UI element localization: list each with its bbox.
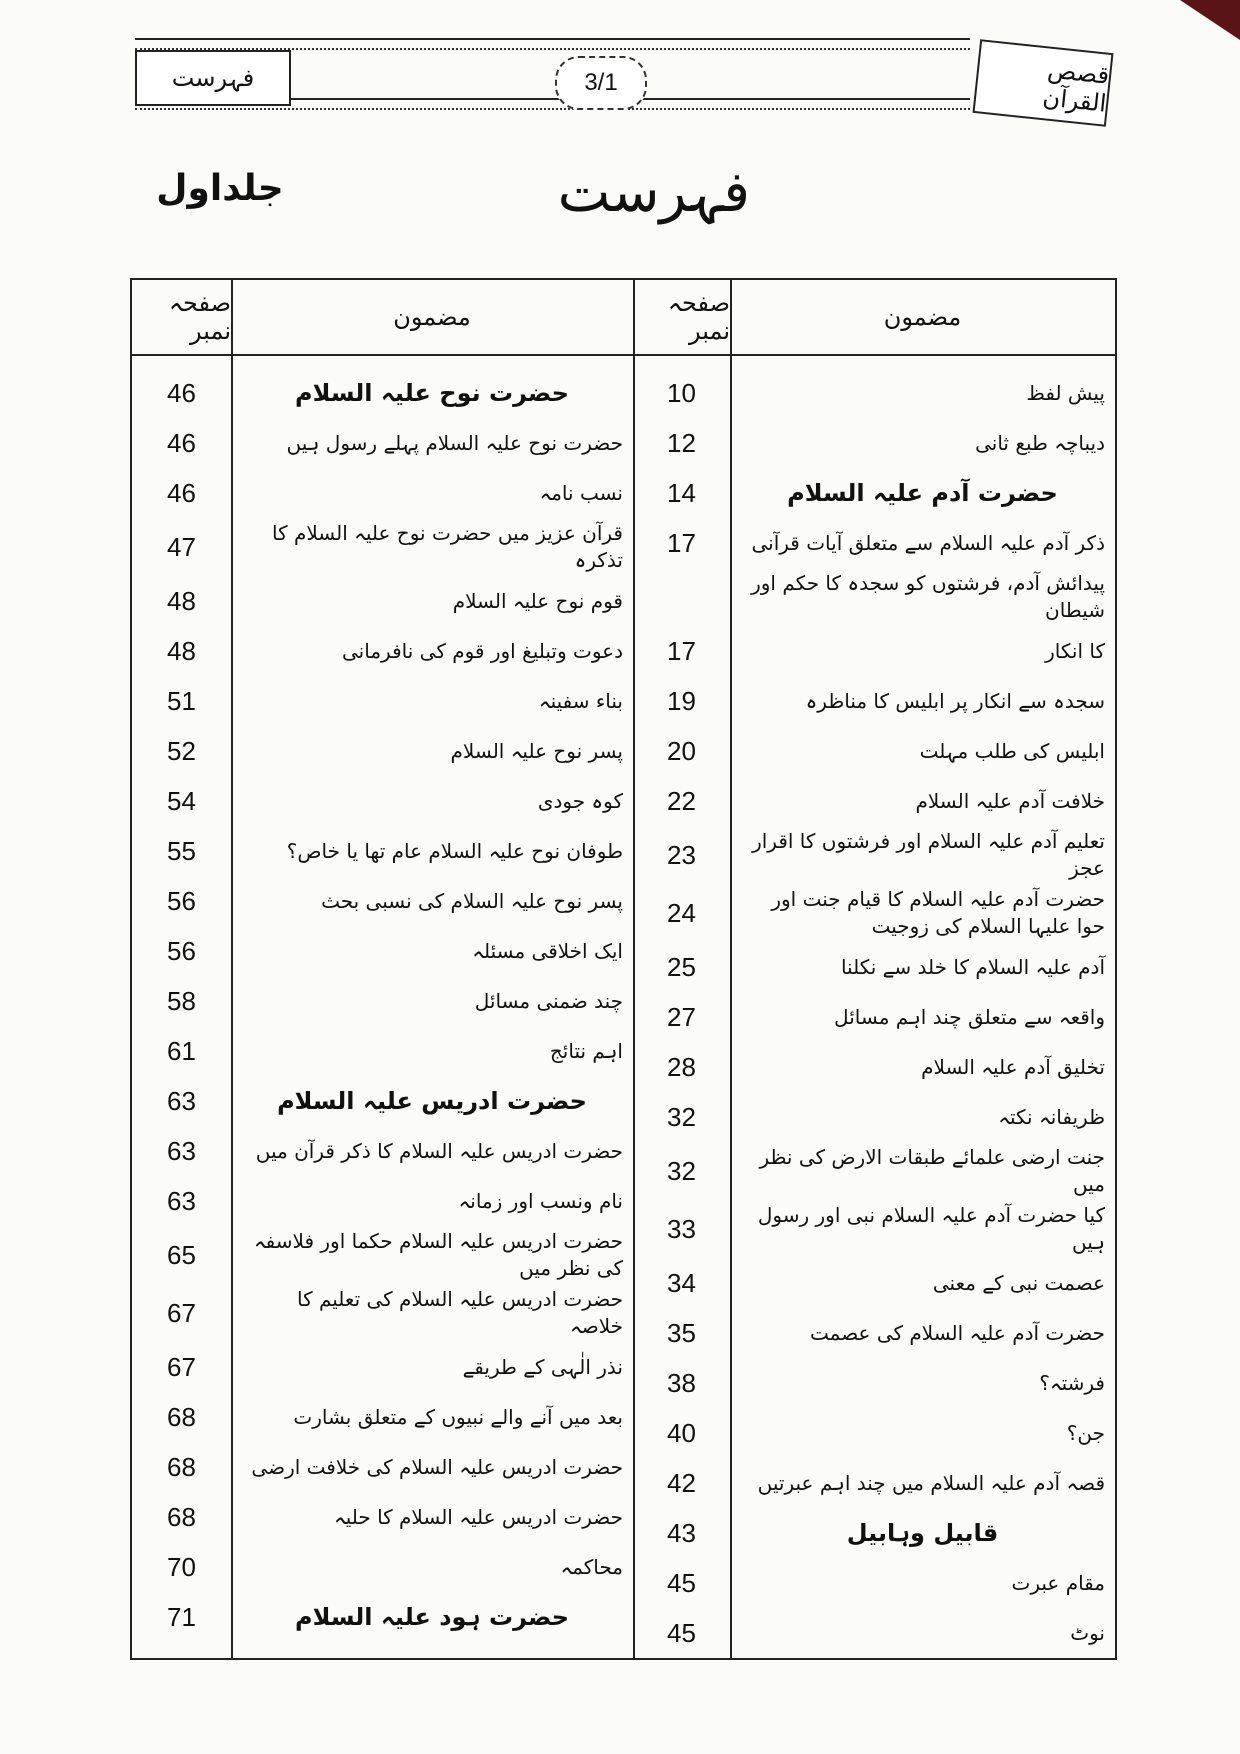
left-entry-row bbox=[132, 1176, 633, 1226]
left-entry-title: محاکمہ bbox=[560, 1554, 623, 1579]
right-entry-row bbox=[633, 1142, 1115, 1200]
left-entry-row bbox=[132, 826, 633, 876]
column-divider bbox=[231, 280, 233, 1658]
right-entry-page: 24 bbox=[667, 897, 696, 928]
left-entry-row bbox=[132, 1226, 633, 1284]
running-header bbox=[135, 38, 1110, 128]
right-entry-row bbox=[633, 726, 1115, 776]
right-entry-title: آدم علیہ السلام کا خلد سے نکلنا bbox=[840, 954, 1105, 979]
right-entry-title: ذکر آدم علیہ السلام سے متعلق آیات قرآنی bbox=[751, 530, 1105, 555]
right-entry-page: 10 bbox=[667, 377, 696, 408]
right-entry-page: 20 bbox=[667, 735, 696, 766]
right-entry-row bbox=[633, 1608, 1115, 1658]
left-entry-page: 70 bbox=[167, 1551, 196, 1582]
left-entry-row bbox=[132, 1592, 633, 1642]
header-subject-left: مضمون bbox=[393, 303, 471, 331]
left-entry-page: 51 bbox=[167, 685, 196, 716]
right-entry-title: عصمت نبی کے معنی bbox=[932, 1270, 1105, 1295]
page-title: فہرست bbox=[557, 160, 750, 225]
right-entry-row bbox=[633, 518, 1115, 568]
right-entry-page: 45 bbox=[667, 1567, 696, 1598]
right-entry-page: 38 bbox=[667, 1367, 696, 1398]
left-entry-title: اہم نتائج bbox=[549, 1038, 623, 1063]
left-entry-title: ایک اخلاقی مسئلہ bbox=[472, 938, 623, 963]
contents-table bbox=[130, 278, 1117, 1660]
right-entry-row bbox=[633, 1308, 1115, 1358]
left-entry-page: 67 bbox=[167, 1297, 196, 1328]
left-entry-row bbox=[132, 726, 633, 776]
right-entry-title: سجدہ سے انکار پر ابلیس کا مناظرہ bbox=[805, 688, 1105, 713]
right-entry-row bbox=[633, 1358, 1115, 1408]
left-entry-row bbox=[132, 418, 633, 468]
right-entry-title: واقعہ سے متعلق چند اہم مسائل bbox=[834, 1004, 1105, 1029]
right-entry-page: 23 bbox=[667, 839, 696, 870]
left-entry-title: حضرت ادریس علیہ السلام کا ذکر قرآن میں bbox=[255, 1138, 623, 1163]
right-entry-row bbox=[633, 1258, 1115, 1308]
page-corner-shadow bbox=[1180, 0, 1240, 40]
left-entry-page: 61 bbox=[167, 1035, 196, 1066]
right-entry-page: 40 bbox=[667, 1417, 696, 1448]
table-body bbox=[132, 356, 1115, 1658]
left-entry-page: 58 bbox=[167, 985, 196, 1016]
header-rule-top bbox=[135, 38, 970, 50]
right-entry-title: نوٹ bbox=[1070, 1620, 1105, 1645]
left-entry-title: حضرت ہود علیہ السلام bbox=[295, 1602, 570, 1631]
left-entry-page: 56 bbox=[167, 885, 196, 916]
left-entry-title: چند ضمنی مسائل bbox=[474, 988, 623, 1013]
header-book-title: قصص القرآن bbox=[972, 39, 1113, 127]
left-entry-title: پسر نوح علیہ السلام bbox=[450, 738, 623, 763]
right-entry-row bbox=[633, 418, 1115, 468]
left-entry-page: 67 bbox=[167, 1351, 196, 1382]
left-entry-row bbox=[132, 576, 633, 626]
left-entry-title: حضرت ادریس علیہ السلام bbox=[277, 1086, 587, 1115]
left-entry-page: 46 bbox=[167, 377, 196, 408]
left-entry-row bbox=[132, 976, 633, 1026]
right-entry-page: 17 bbox=[667, 635, 696, 666]
left-entry-title: نام ونسب اور زمانہ bbox=[458, 1188, 623, 1213]
left-entry-page: 71 bbox=[167, 1601, 196, 1632]
left-entry-page: 63 bbox=[167, 1085, 196, 1116]
right-entry-row bbox=[633, 826, 1115, 884]
right-entry-row bbox=[633, 568, 1115, 626]
left-entry-page: 46 bbox=[167, 477, 196, 508]
left-entry-title: کوہ جودی bbox=[537, 788, 623, 813]
right-entry-page: 14 bbox=[667, 477, 696, 508]
right-entry-row bbox=[633, 1558, 1115, 1608]
left-entry-page: 65 bbox=[167, 1239, 196, 1270]
left-entry-title: حضرت ادریس علیہ السلام کی تعلیم کا خلاصہ bbox=[296, 1287, 623, 1338]
right-entry-title: ابلیس کی طلب مہلت bbox=[919, 738, 1105, 763]
left-entry-row bbox=[132, 626, 633, 676]
left-entry-row bbox=[132, 776, 633, 826]
left-entry-title: بعد میں آنے والے نبیوں کے متعلق بشارت bbox=[293, 1404, 623, 1429]
left-entry-title: حضرت نوح علیہ السلام bbox=[295, 378, 569, 407]
right-entry-title: پیدائش آدم، فرشتوں کو سجدہ کا حکم اور شیطان bbox=[751, 571, 1105, 622]
left-entry-row bbox=[132, 518, 633, 576]
right-entry-page: 33 bbox=[667, 1213, 696, 1244]
right-entry-page: 19 bbox=[667, 685, 696, 716]
right-entry-page: 42 bbox=[667, 1467, 696, 1498]
left-entry-page: 68 bbox=[167, 1401, 196, 1432]
right-entry-page: 45 bbox=[667, 1617, 696, 1648]
right-entry-page: 22 bbox=[667, 785, 696, 816]
right-entry-title: جنت ارضی علمائے طبقات الارض کی نظر میں bbox=[759, 1145, 1105, 1196]
right-entry-row bbox=[633, 1042, 1115, 1092]
header-page-number: 3/1 bbox=[555, 56, 647, 110]
right-entry-page: 32 bbox=[667, 1155, 696, 1186]
right-entry-title: کیا حضرت آدم علیہ السلام نبی اور رسول ہیں bbox=[757, 1203, 1105, 1254]
left-entry-row bbox=[132, 1284, 633, 1342]
header-page-right: صفحہ نمبر bbox=[667, 289, 730, 345]
left-entry-page: 47 bbox=[167, 531, 196, 562]
left-entry-page: 54 bbox=[167, 785, 196, 816]
right-entry-title: قابیل وہابیل bbox=[846, 1518, 999, 1547]
left-entry-row bbox=[132, 1076, 633, 1126]
right-entry-page: 34 bbox=[667, 1267, 696, 1298]
left-entry-row bbox=[132, 676, 633, 726]
right-entry-row bbox=[633, 1092, 1115, 1142]
left-entry-title: بناء سفینہ bbox=[538, 688, 623, 713]
right-entry-title: حضرت آدم علیہ السلام کی عصمت bbox=[810, 1320, 1105, 1345]
left-entry-page: 56 bbox=[167, 935, 196, 966]
right-half bbox=[633, 368, 1115, 1658]
left-entry-row bbox=[132, 368, 633, 418]
left-entry-row bbox=[132, 926, 633, 976]
right-entry-row bbox=[633, 368, 1115, 418]
volume-label: جلداول bbox=[156, 168, 284, 209]
right-entry-title: پیش لفظ bbox=[1026, 380, 1105, 405]
right-entry-row bbox=[633, 1508, 1115, 1558]
left-entry-title: قرآن عزیز میں حضرت نوح علیہ السلام کا تذکرہ bbox=[272, 521, 623, 572]
right-entry-page: 17 bbox=[667, 527, 696, 558]
left-entry-row bbox=[132, 1542, 633, 1592]
right-entry-row bbox=[633, 992, 1115, 1042]
left-entry-row bbox=[132, 1026, 633, 1076]
right-entry-row bbox=[633, 468, 1115, 518]
right-entry-row bbox=[633, 942, 1115, 992]
left-entry-row bbox=[132, 1492, 633, 1542]
right-entry-page: 35 bbox=[667, 1317, 696, 1348]
left-entry-title: قوم نوح علیہ السلام bbox=[452, 588, 623, 613]
right-entry-title: مقام عبرت bbox=[1011, 1570, 1105, 1595]
right-entry-page: 32 bbox=[667, 1101, 696, 1132]
left-entry-title: حضرت ادریس علیہ السلام کی خلافت ارضی bbox=[251, 1454, 623, 1479]
header-subject-right: مضمون bbox=[883, 303, 962, 331]
left-entry-page: 68 bbox=[167, 1501, 196, 1532]
right-entry-page: 12 bbox=[667, 427, 696, 458]
left-entry-title: نذر الٰہی کے طریقے bbox=[462, 1354, 623, 1379]
left-entry-row bbox=[132, 468, 633, 518]
right-entry-title: قصہ آدم علیہ السلام میں چند اہم عبرتیں bbox=[757, 1470, 1105, 1495]
right-entry-title: خلافت آدم علیہ السلام bbox=[915, 788, 1105, 813]
right-entry-title: ظریفانہ نکتہ bbox=[998, 1104, 1105, 1129]
header-page-left: صفحہ نمبر bbox=[168, 289, 231, 345]
right-entry-row bbox=[633, 1408, 1115, 1458]
left-entry-row bbox=[132, 1126, 633, 1176]
right-entry-title: حضرت آدم علیہ السلام bbox=[787, 478, 1058, 507]
right-entry-page: 43 bbox=[667, 1517, 696, 1548]
left-entry-page: 63 bbox=[167, 1185, 196, 1216]
left-half bbox=[132, 368, 633, 1658]
left-entry-title: حضرت ادریس علیہ السلام حکما اور فلاسفہ کی نظر میں bbox=[253, 1229, 623, 1280]
right-entry-row bbox=[633, 1458, 1115, 1508]
left-entry-title: پسر نوح علیہ السلام کی نسبی بحث bbox=[321, 888, 623, 913]
left-entry-title: نسب نامہ bbox=[539, 480, 623, 505]
column-divider bbox=[730, 280, 732, 1658]
right-entry-row bbox=[633, 776, 1115, 826]
right-entry-title: جن؟ bbox=[1066, 1420, 1105, 1445]
left-entry-page: 46 bbox=[167, 427, 196, 458]
right-entry-page: 27 bbox=[667, 1001, 696, 1032]
right-entry-row bbox=[633, 626, 1115, 676]
left-entry-row bbox=[132, 1342, 633, 1392]
column-divider bbox=[633, 280, 635, 1658]
table-header-row bbox=[132, 280, 1115, 356]
right-entry-title: حضرت آدم علیہ السلام کا قیام جنت اور حوا علیہا السلام کی زوجیت bbox=[771, 887, 1105, 938]
header-section-label: فہرست bbox=[135, 50, 291, 106]
left-entry-page: 52 bbox=[167, 735, 196, 766]
right-entry-title: فرشتہ؟ bbox=[1039, 1370, 1105, 1395]
left-entry-title: حضرت نوح علیہ السلام پہلے رسول ہیں bbox=[286, 430, 623, 455]
left-entry-page: 55 bbox=[167, 835, 196, 866]
left-entry-page: 63 bbox=[167, 1135, 196, 1166]
left-entry-title: حضرت ادریس علیہ السلام کا حلیہ bbox=[333, 1504, 623, 1529]
right-entry-page: 28 bbox=[667, 1051, 696, 1082]
right-entry-title: دیباچہ طبع ثانی bbox=[975, 430, 1105, 455]
right-entry-row bbox=[633, 884, 1115, 942]
right-entry-page: 25 bbox=[667, 951, 696, 982]
left-entry-row bbox=[132, 1442, 633, 1492]
right-entry-row bbox=[633, 1200, 1115, 1258]
left-entry-title: دعوت وتبلیغ اور قوم کی نافرمانی bbox=[342, 638, 623, 663]
right-entry-title: تعلیم آدم علیہ السلام اور فرشتوں کا اقرار عجز bbox=[752, 829, 1105, 880]
left-entry-row bbox=[132, 1392, 633, 1442]
right-entry-row bbox=[633, 676, 1115, 726]
left-entry-page: 68 bbox=[167, 1451, 196, 1482]
right-entry-page bbox=[633, 568, 730, 626]
left-entry-page: 48 bbox=[167, 585, 196, 616]
left-entry-title: طوفان نوح علیہ السلام عام تھا یا خاص؟ bbox=[286, 838, 623, 863]
left-entry-page: 48 bbox=[167, 635, 196, 666]
right-entry-title: کا انکار bbox=[1045, 638, 1105, 663]
right-entry-title: تخلیق آدم علیہ السلام bbox=[921, 1054, 1105, 1079]
left-entry-row bbox=[132, 876, 633, 926]
